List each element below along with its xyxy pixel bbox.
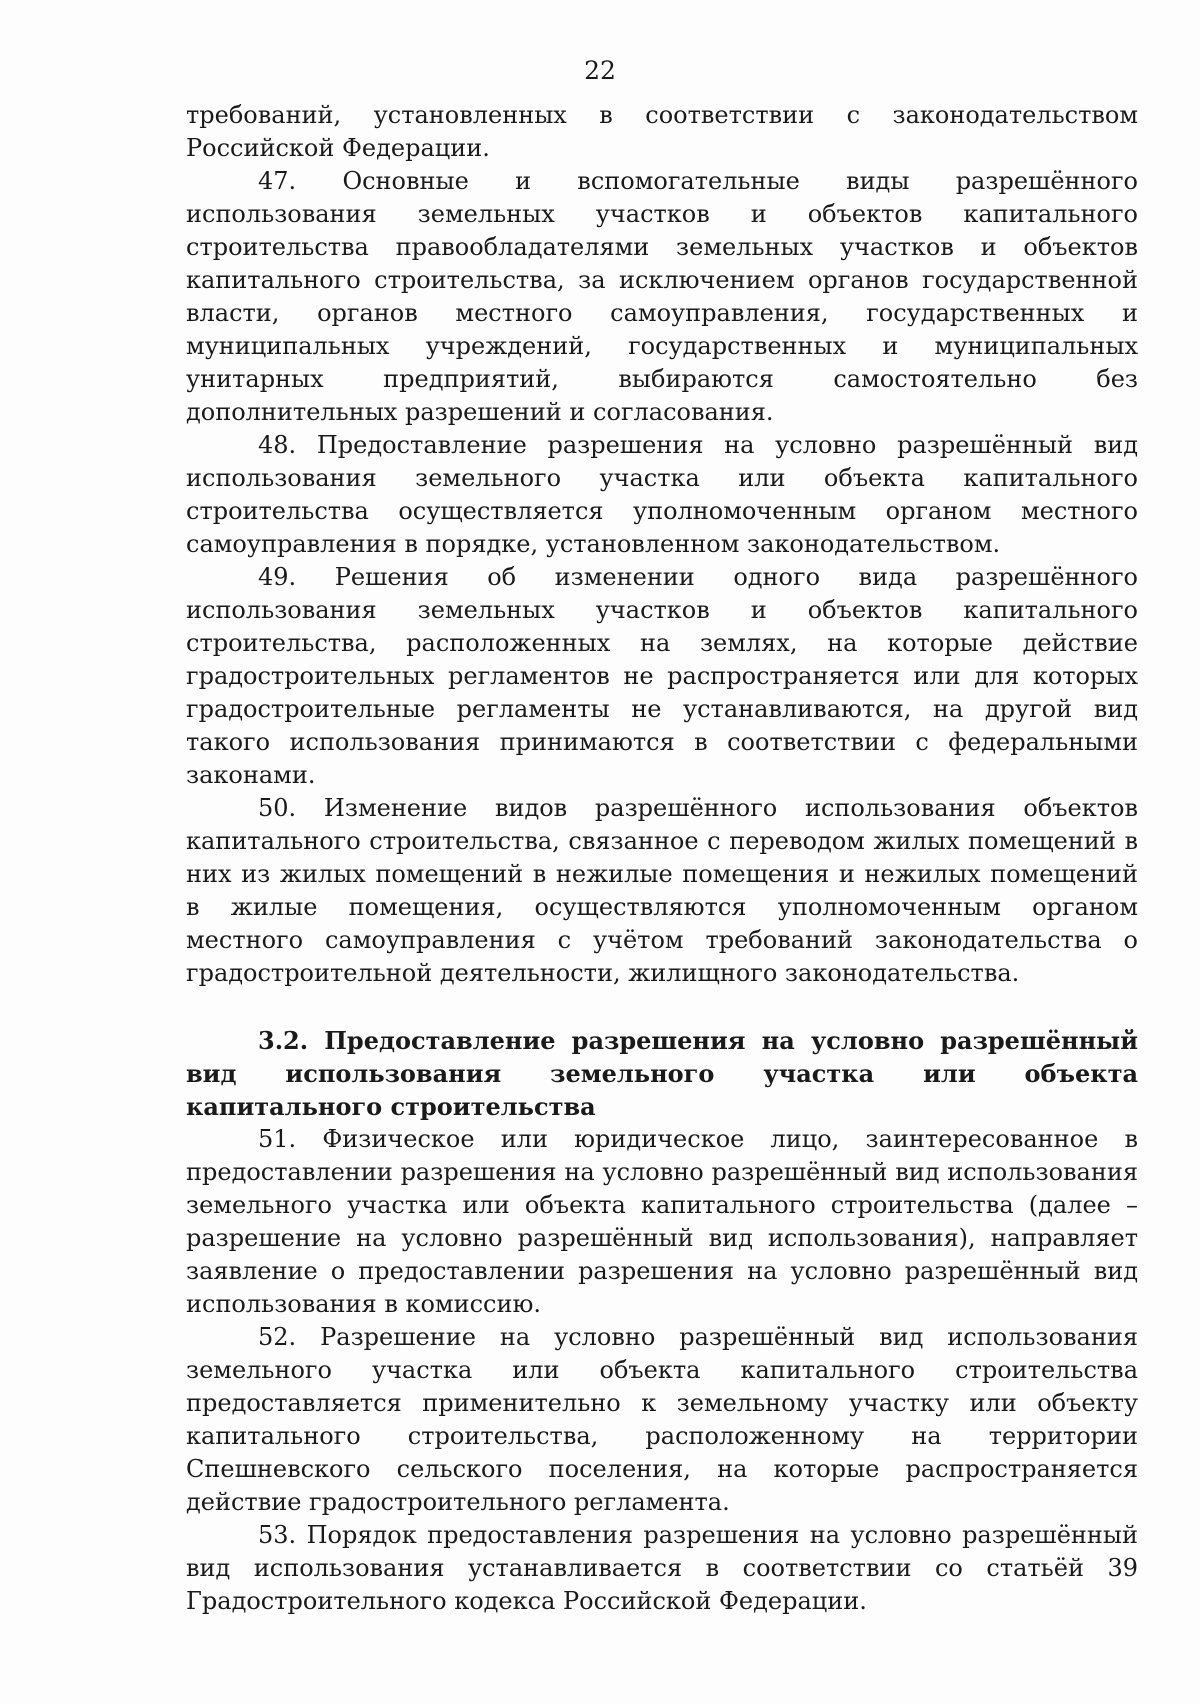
paragraph-53 xyxy=(186,1519,1138,1618)
paragraph-text: Основные и вспомогательные виды разрешённого использования земельных участков и объектов капитального строительства правообладателями земельных участков и объектов капитального строительства, за исключением органов государственной власти, органов местного самоуправления, государственных и муниципальных учреждений, государственных и муниципальных унитарных предприятий, выбираются самостоятельно без дополнительных разрешений и согласования. xyxy=(186,167,1138,426)
paragraph-text: требований, установленных в соответствии с законодательством Российской Федерации. xyxy=(186,101,1138,162)
paragraph-text: Изменение видов разрешённого использования объектов капитального строительства, связанное с переводом жилых помещений в них из жилых помещений в нежилые помещения и нежилых помещений в жилые помещения, осуществляются уполномоченным органом местного самоуправления с учётом требований законодательства о градостроительной деятельности, жилищного законодательства. xyxy=(186,794,1138,987)
paragraph-49 xyxy=(186,561,1138,792)
paragraph-number: 48. xyxy=(258,431,297,459)
paragraph-text: Разрешение на условно разрешённый вид использования земельного участка или объекта капитального строительства предоставляется применительно к земельному участку или объекту капитального строительства, расположенному на территории Спешневского сельского поселения, на которые распространяется действие градостроительного регламента. xyxy=(186,1323,1138,1516)
paragraph-52 xyxy=(186,1321,1138,1519)
paragraph-48 xyxy=(186,429,1138,561)
paragraph-text: Решения об изменении одного вида разрешённого использования земельных участков и объектов капитального строительства, расположенных на землях, на которые действие градостроительных регламентов не распространяется или для которых градостроительные регламенты не устанавливаются, на другой вид такого использования принимаются в соответствии с федеральными законами. xyxy=(186,563,1138,789)
paragraph-number: 51. xyxy=(258,1125,297,1153)
paragraph-number: 52. xyxy=(258,1323,297,1351)
paragraph-text: Физическое или юридическое лицо, заинтересованное в предоставлении разрешения на условно разрешённый вид использования земельного участка или объекта капитального строительства (далее – разрешение на условно разрешённый вид использования), направляет заявление о предоставлении разрешения на условно разрешённый вид использования в комиссию. xyxy=(186,1125,1138,1318)
paragraph-text: Порядок предоставления разрешения на условно разрешённый вид использования устанавливается в соответствии со статьёй 39 Градостроительного кодекса Российской Федерации. xyxy=(186,1521,1138,1615)
section-heading: 3.2. Предоставление разрешения на условно разрешённый вид использования земельного участка или объекта капитального строительства xyxy=(186,1026,1138,1121)
paragraph-number: 50. xyxy=(258,794,297,822)
paragraph-number: 47. xyxy=(258,167,297,195)
paragraph-continuation xyxy=(186,99,1138,165)
paragraph-number: 53. xyxy=(258,1521,297,1549)
paragraph-50 xyxy=(186,792,1138,990)
paragraph-51 xyxy=(186,1123,1138,1321)
document-body xyxy=(186,99,1138,1618)
paragraph-text: Предоставление разрешения на условно разрешённый вид использования земельного участка или объекта капитального строительства осуществляется уполномоченным органом местного самоуправления в порядке, установленном законодательством. xyxy=(186,431,1138,558)
paragraph-number: 49. xyxy=(258,563,297,591)
paragraph-47 xyxy=(186,165,1138,429)
page-number: 22 xyxy=(584,56,616,85)
